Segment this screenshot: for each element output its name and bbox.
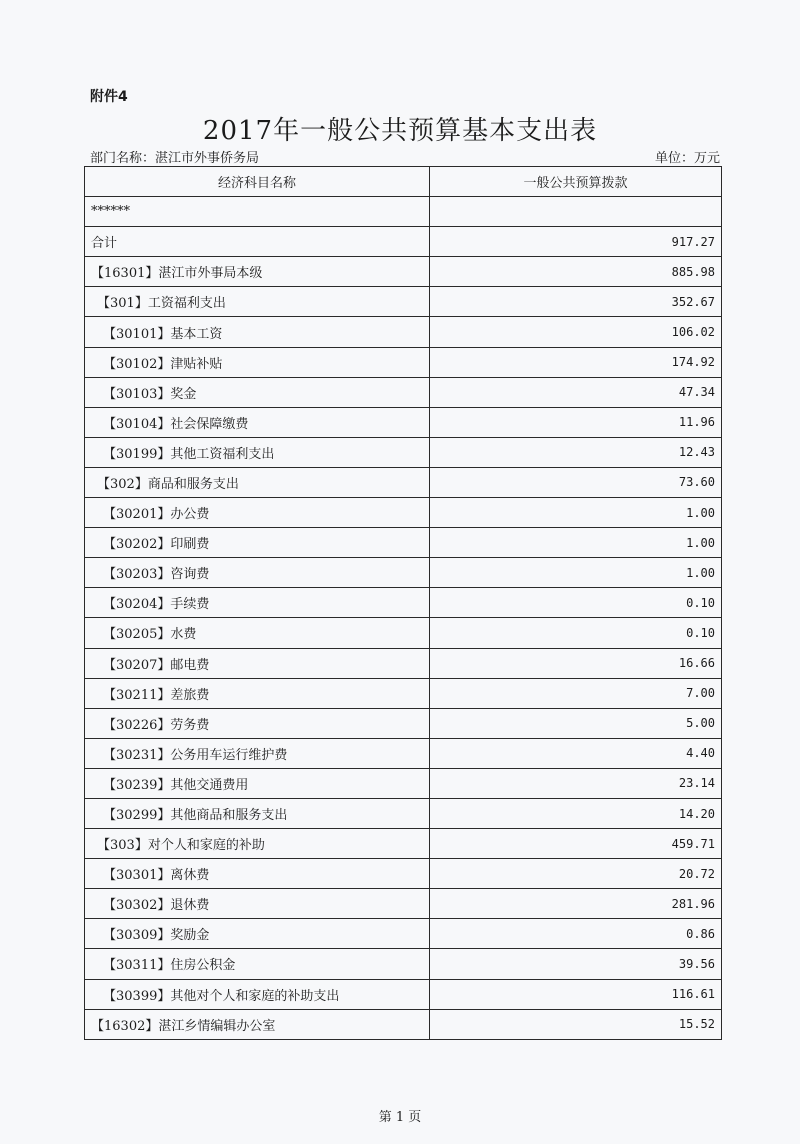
row-name: 【16301】湛江市外事局本级 (85, 257, 430, 287)
table-row (85, 949, 722, 979)
table-row (85, 708, 722, 738)
row-name: 【30226】劳务费 (85, 708, 430, 738)
table-row (85, 678, 722, 708)
row-amount: 459.71 (430, 829, 722, 859)
row-amount: 1.00 (430, 528, 722, 558)
row-name: 【30311】住房公积金 (85, 949, 430, 979)
unit-label: 单位：万元 (654, 151, 720, 166)
row-name: 【302】商品和服务支出 (85, 467, 430, 497)
table-row (85, 197, 722, 227)
table-row (85, 798, 722, 828)
row-amount: 917.27 (430, 227, 722, 257)
row-amount: 885.98 (430, 257, 722, 287)
table-row (85, 859, 722, 889)
row-name: 【30201】办公费 (85, 498, 430, 528)
row-amount: 14.20 (430, 798, 722, 828)
row-amount: 0.10 (430, 618, 722, 648)
department-name: 部门名称：湛江市外事侨务局 (90, 151, 260, 166)
table-row (85, 347, 722, 377)
row-amount: 11.96 (430, 407, 722, 437)
attachment-label: 附件4 (90, 89, 128, 105)
table-row (85, 257, 722, 287)
row-name: 【30301】离休费 (85, 859, 430, 889)
row-amount: 1.00 (430, 498, 722, 528)
budget-table (84, 166, 722, 1040)
table-row (85, 648, 722, 678)
row-amount: 106.02 (430, 317, 722, 347)
table-row (85, 498, 722, 528)
row-amount (430, 197, 722, 227)
row-name: 【30104】社会保障缴费 (85, 407, 430, 437)
table-row (85, 618, 722, 648)
row-amount: 281.96 (430, 889, 722, 919)
row-name: 【30309】奖励金 (85, 919, 430, 949)
row-name: 【30204】手续费 (85, 588, 430, 618)
table-row (85, 227, 722, 257)
table-row (85, 829, 722, 859)
row-name: 【303】对个人和家庭的补助 (85, 829, 430, 859)
row-amount: 352.67 (430, 287, 722, 317)
table-row (85, 588, 722, 618)
row-amount: 39.56 (430, 949, 722, 979)
row-amount: 0.10 (430, 588, 722, 618)
row-amount: 23.14 (430, 768, 722, 798)
row-name: 【30302】退休费 (85, 889, 430, 919)
row-name: 【30205】水费 (85, 618, 430, 648)
row-name: 【30239】其他交通费用 (85, 768, 430, 798)
row-name: 【30207】邮电费 (85, 648, 430, 678)
row-amount: 0.86 (430, 919, 722, 949)
row-name: ****** (85, 197, 430, 227)
table-row (85, 407, 722, 437)
row-name: 【30102】津贴补贴 (85, 347, 430, 377)
row-name: 【30199】其他工资福利支出 (85, 437, 430, 467)
row-amount: 73.60 (430, 467, 722, 497)
row-name: 【30103】奖金 (85, 377, 430, 407)
table-row (85, 558, 722, 588)
table-row (85, 377, 722, 407)
row-amount: 47.34 (430, 377, 722, 407)
row-name: 【16302】湛江乡情编辑办公室 (85, 1009, 430, 1039)
row-amount: 15.52 (430, 1009, 722, 1039)
row-name: 【301】工资福利支出 (85, 287, 430, 317)
row-name: 合计 (85, 227, 430, 257)
row-amount: 16.66 (430, 648, 722, 678)
table-row (85, 528, 722, 558)
row-amount: 174.92 (430, 347, 722, 377)
document-title: 2017年一般公共预算基本支出表 (202, 116, 598, 146)
table-row (85, 768, 722, 798)
row-amount: 4.40 (430, 738, 722, 768)
page-number: 第 1 页 (378, 1110, 422, 1125)
table-row (85, 1009, 722, 1039)
row-amount: 12.43 (430, 437, 722, 467)
row-amount: 20.72 (430, 859, 722, 889)
row-name: 【30299】其他商品和服务支出 (85, 798, 430, 828)
table-row (85, 979, 722, 1009)
table-row (85, 467, 722, 497)
row-name: 【30211】差旅费 (85, 678, 430, 708)
column-header-name: 经济科目名称 (85, 167, 430, 197)
row-amount: 7.00 (430, 678, 722, 708)
table-row (85, 317, 722, 347)
row-name: 【30101】基本工资 (85, 317, 430, 347)
row-amount: 1.00 (430, 558, 722, 588)
table-row (85, 919, 722, 949)
table-row (85, 738, 722, 768)
column-header-amount: 一般公共预算拨款 (430, 167, 722, 197)
row-amount: 116.61 (430, 979, 722, 1009)
row-name: 【30202】印刷费 (85, 528, 430, 558)
row-name: 【30203】咨询费 (85, 558, 430, 588)
table-row (85, 287, 722, 317)
table-row (85, 889, 722, 919)
row-name: 【30399】其他对个人和家庭的补助支出 (85, 979, 430, 1009)
row-amount: 5.00 (430, 708, 722, 738)
table-header-row (85, 167, 722, 197)
row-name: 【30231】公务用车运行维护费 (85, 738, 430, 768)
table-row (85, 437, 722, 467)
